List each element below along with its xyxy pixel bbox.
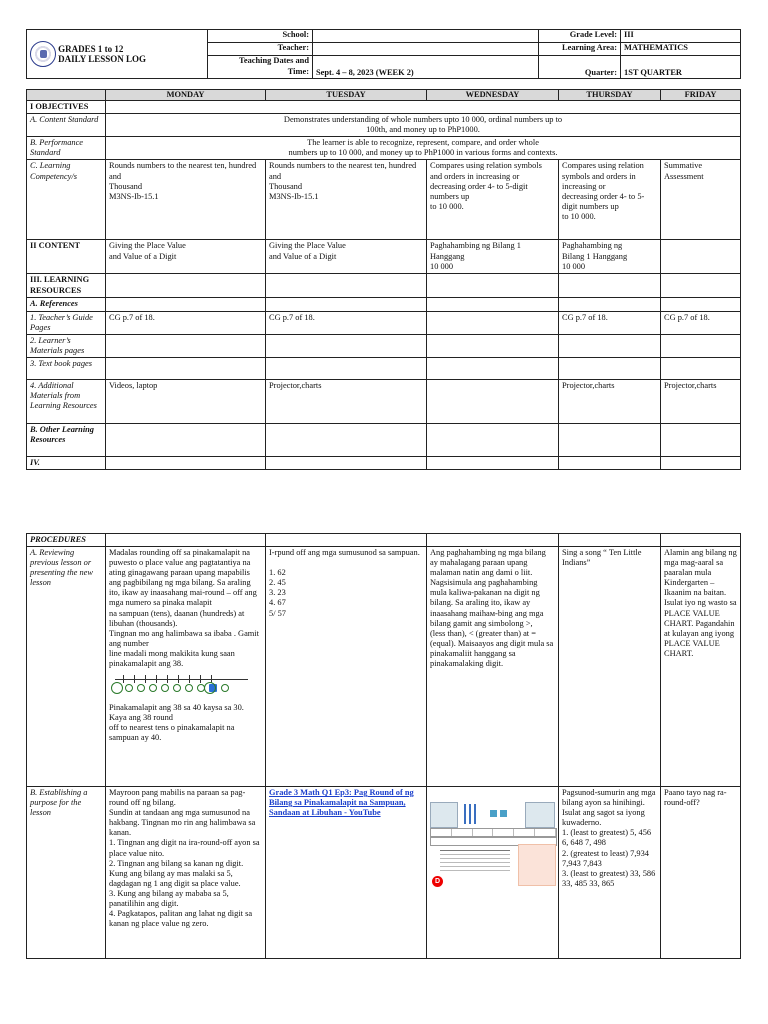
section-iv-label: IV. <box>27 456 106 469</box>
lesson-table-procedures <box>26 533 741 959</box>
objectives-heading: I OBJECTIVES <box>27 101 106 114</box>
other-blank-mon <box>106 423 266 456</box>
youtube-video-link[interactable]: Grade 3 Math Q1 Ep3: Pag Round of ng Bilang sa Pinakamalapit na Sampuan, Sandaan at Libuhan - YouTube <box>269 788 414 818</box>
quarter-value[interactable]: 1ST QUARTER <box>621 56 741 79</box>
resources-blank-wed <box>427 274 559 298</box>
resources-blank-mon <box>106 274 266 298</box>
teacher-guide-label: 1. Teacher’s Guide Pages <box>27 311 106 334</box>
learner-blank-thu <box>559 334 661 357</box>
grade-value[interactable]: III <box>621 30 741 43</box>
content-heading: II CONTENT <box>27 240 106 274</box>
dates-label: Teaching Dates and Time: <box>208 56 313 79</box>
purpose-label: B. Establishing a purpose for the lesson <box>27 787 106 959</box>
resources-heading: III. LEARNING RESOURCES <box>27 274 106 298</box>
other-blank-thu <box>559 423 661 456</box>
number-line-figure <box>109 673 262 697</box>
day-header-wednesday: WEDNESDAY <box>427 90 559 101</box>
other-blank-fri <box>661 423 741 456</box>
procedures-heading: PROCEDURES <box>27 534 106 547</box>
content-wednesday: Paghahambing ng Bilang 1 Hanggang 10 000 <box>427 240 559 274</box>
reviewing-thursday: Sing a song “ Ten Little Indians” <box>559 547 661 787</box>
proc-blank-mon <box>106 534 266 547</box>
teacher-guide-monday: CG p.7 of 18. <box>106 311 266 334</box>
resources-blank-tue <box>266 274 427 298</box>
purpose-wednesday <box>427 787 559 959</box>
reviewing-label: A. Reviewing previous lesson or presenting the new lesson <box>27 547 106 787</box>
iv-blank-thu <box>559 456 661 469</box>
log-title-line1: GRADES 1 to 12 <box>58 43 124 54</box>
iv-blank-mon <box>106 456 266 469</box>
learner-blank-fri <box>661 334 741 357</box>
corner-cell <box>27 90 106 101</box>
day-header-tuesday: TUESDAY <box>266 90 427 101</box>
learner-blank-wed <box>427 334 559 357</box>
iv-blank-fri <box>661 456 741 469</box>
teacher-value[interactable] <box>313 43 539 56</box>
teacher-guide-friday: CG p.7 of 18. <box>661 311 741 334</box>
competency-thursday: Compares using relation symbols and orders in increasing or decreasing order 4- to 5-digit numbers up to 10 000. <box>559 160 661 240</box>
purpose-monday: Mayroon pang mabilis na paraan sa pag-round off ng bilang. Sundin at tandaan ang mga sumusunod na hakbang. Tingnan mo rin ang halimbawa sa kanan. 1. Tingnan ang digit na ira-round-off ayon sa place value nito. 2. Tingnan ang bilang sa kanan ng digit. Kung ang bilang ay mas malaki sa 5, dagdagan ng 1 ang digit sa place value. 3. Kung ang bilang ay mababa sa 5, panatilihin ang digit. 4. Pagkatapos, palitan ang lahat ng digit sa kanan ng place value ng zero. <box>106 787 266 959</box>
purpose-tuesday <box>266 787 427 959</box>
teacher-guide-wednesday <box>427 311 559 334</box>
proc-blank-fri <box>661 534 741 547</box>
other-resources-label: B. Other Learning Resources <box>27 423 106 456</box>
teacher-guide-tuesday: CG p.7 of 18. <box>266 311 427 334</box>
header-table <box>26 29 741 79</box>
textbook-blank-thu <box>559 357 661 379</box>
competency-tuesday: Rounds numbers to the nearest ten, hundred and Thousand M3NS-Ib-15.1 <box>266 160 427 240</box>
learner-blank-mon <box>106 334 266 357</box>
learner-blank-tue <box>266 334 427 357</box>
proc-blank-thu <box>559 534 661 547</box>
performance-standard-text: The learner is able to recognize, represent, compare, and order whole numbers up to 10 000, and money up to PhP1000 in various forms and contexts. <box>106 137 741 160</box>
deped-seal-icon <box>30 41 56 67</box>
other-blank-wed <box>427 423 559 456</box>
content-monday: Giving the Place Value and Value of a Digit <box>106 240 266 274</box>
content-tuesday: Giving the Place Value and Value of a Digit <box>266 240 427 274</box>
place-value-chart-image <box>430 796 555 888</box>
competency-wednesday: Compares using relation symbols and orders in increasing or decreasing order 4- to 5-digit numbers up to 10 000. <box>427 160 559 240</box>
iv-blank-wed <box>427 456 559 469</box>
additional-thursday: Projector,charts <box>559 379 661 423</box>
logo-cell <box>27 30 208 79</box>
objectives-blank <box>106 101 741 114</box>
grade-label: Grade Level: <box>539 30 621 43</box>
reviewing-tuesday: I-rpund off ang mga sumusunod sa sampuan. 1. 62 2. 45 3. 23 4. 67 5/ 57 <box>266 547 427 787</box>
day-header-monday: MONDAY <box>106 90 266 101</box>
textbook-blank-mon <box>106 357 266 379</box>
school-label: School: <box>208 30 313 43</box>
reviewing-monday-text: Madalas rounding off sa pinakamalapit na puwesto o place value ang pagtatantiya na ating ginagawang paraan upang mapabilis ang pagbibilang ng mga bilang. Sa araling ito, ikaw ay inaasahang mai-round – off ang mga numero sa pinaka malapit na sampuan (tens), daanan (hundreds) at libuhan (thousands). Tingnan mo ang halimbawa sa ibaba . Gamit ang number line madali mong makikita kung saan pinakamalapit ang 38. <box>109 548 259 668</box>
content-standard-text: Demonstrates understanding of whole numbers upto 10 000, ordinal numbers up to 100th, and money up to PhP1000. <box>106 114 741 137</box>
content-friday <box>661 240 741 274</box>
resources-blank-fri <box>661 274 741 298</box>
references-blank-thu <box>559 298 661 311</box>
textbook-label: 3. Text book pages <box>27 357 106 379</box>
textbook-blank-tue <box>266 357 427 379</box>
teacher-guide-thursday: CG p.7 of 18. <box>559 311 661 334</box>
content-standard-label: A. Content Standard <box>27 114 106 137</box>
textbook-blank-wed <box>427 357 559 379</box>
school-value[interactable] <box>313 30 539 43</box>
learner-materials-label: 2. Learner’s Materials pages <box>27 334 106 357</box>
purpose-thursday: Pagsunod-sumurin ang mga bilang ayon sa hinihingi. Isulat ang sagot sa iyong kuwaderno. 1. (least to greatest) 5, 456 6, 648 7, 498 2. (greatest to least) 7,934 7,943 7,843 3. (least to greatest) 33, 586 33, 485 33, 865 <box>559 787 661 959</box>
textbook-blank-fri <box>661 357 741 379</box>
area-label: Learning Area: <box>539 43 621 56</box>
references-blank-wed <box>427 298 559 311</box>
references-blank-tue <box>266 298 427 311</box>
content-thursday: Paghahambing ng Bilang 1 Hanggang 10 000 <box>559 240 661 274</box>
proc-blank-wed <box>427 534 559 547</box>
additional-materials-label: 4. Additional Materials from Learning Resources <box>27 379 106 423</box>
reviewing-monday <box>106 547 266 787</box>
dates-value[interactable]: Sept. 4 – 8, 2023 (WEEK 2) <box>313 56 539 79</box>
other-blank-tue <box>266 423 427 456</box>
additional-wednesday <box>427 379 559 423</box>
lesson-table-objectives <box>26 89 741 470</box>
day-header-thursday: THURSDAY <box>559 90 661 101</box>
day-header-friday: FRIDAY <box>661 90 741 101</box>
references-blank-mon <box>106 298 266 311</box>
additional-tuesday: Projector,charts <box>266 379 427 423</box>
reviewing-wednesday: Ang paghahambing ng mga bilang ay mahalagang paraan upang malaman natin ang dami o liit. Nagsisimula ang paghahambing mula kaliwa-pakanan na digit ng bilang. Sa araling ito, ikaw ay inaasahang maihaм-bing ang mga bilang gamit ang simbolong >, (less than), < (greater than) at = (equal). Maisaayos ang digit mula sa pinakamaliit hanggang sa pinakamalaking digit. <box>427 547 559 787</box>
quarter-label: Quarter: <box>539 56 621 79</box>
iv-blank-tue <box>266 456 427 469</box>
additional-monday: Videos, laptop <box>106 379 266 423</box>
resources-blank-thu <box>559 274 661 298</box>
reviewing-friday: Alamin ang bilang ng mga mag-aaral sa paaralan mula Kindergarten – Ikaanim na baitan. Isulat iyo ng wasto sa PLACE VALUE CHART. Pagandahin at kulayan ang iyong PLACE VALUE CHART. <box>661 547 741 787</box>
additional-friday: Projector,charts <box>661 379 741 423</box>
competency-label: C. Learning Competency/s <box>27 160 106 240</box>
proc-blank-tue <box>266 534 427 547</box>
reviewing-monday-text-2: Pinakamalapit ang 38 sa 40 kaysa sa 30. Kaya ang 38 round off to nearest tens o pinakamalapit na sampuan ay 40. <box>109 703 244 743</box>
competency-friday: Summative Assessment <box>661 160 741 240</box>
teacher-label: Teacher: <box>208 43 313 56</box>
performance-standard-label: B. Performance Standard <box>27 137 106 160</box>
references-blank-fri <box>661 298 741 311</box>
area-value[interactable]: MATHEMATICS <box>621 43 741 56</box>
references-label: A. References <box>27 298 106 311</box>
log-title-line2: DAILY LESSON LOG <box>58 54 146 64</box>
play-badge-icon: D <box>432 876 443 887</box>
competency-monday: Rounds numbers to the nearest ten, hundred and Thousand M3NS-Ib-15.1 <box>106 160 266 240</box>
purpose-friday: Paano tayo nag ra-round-off? <box>661 787 741 959</box>
